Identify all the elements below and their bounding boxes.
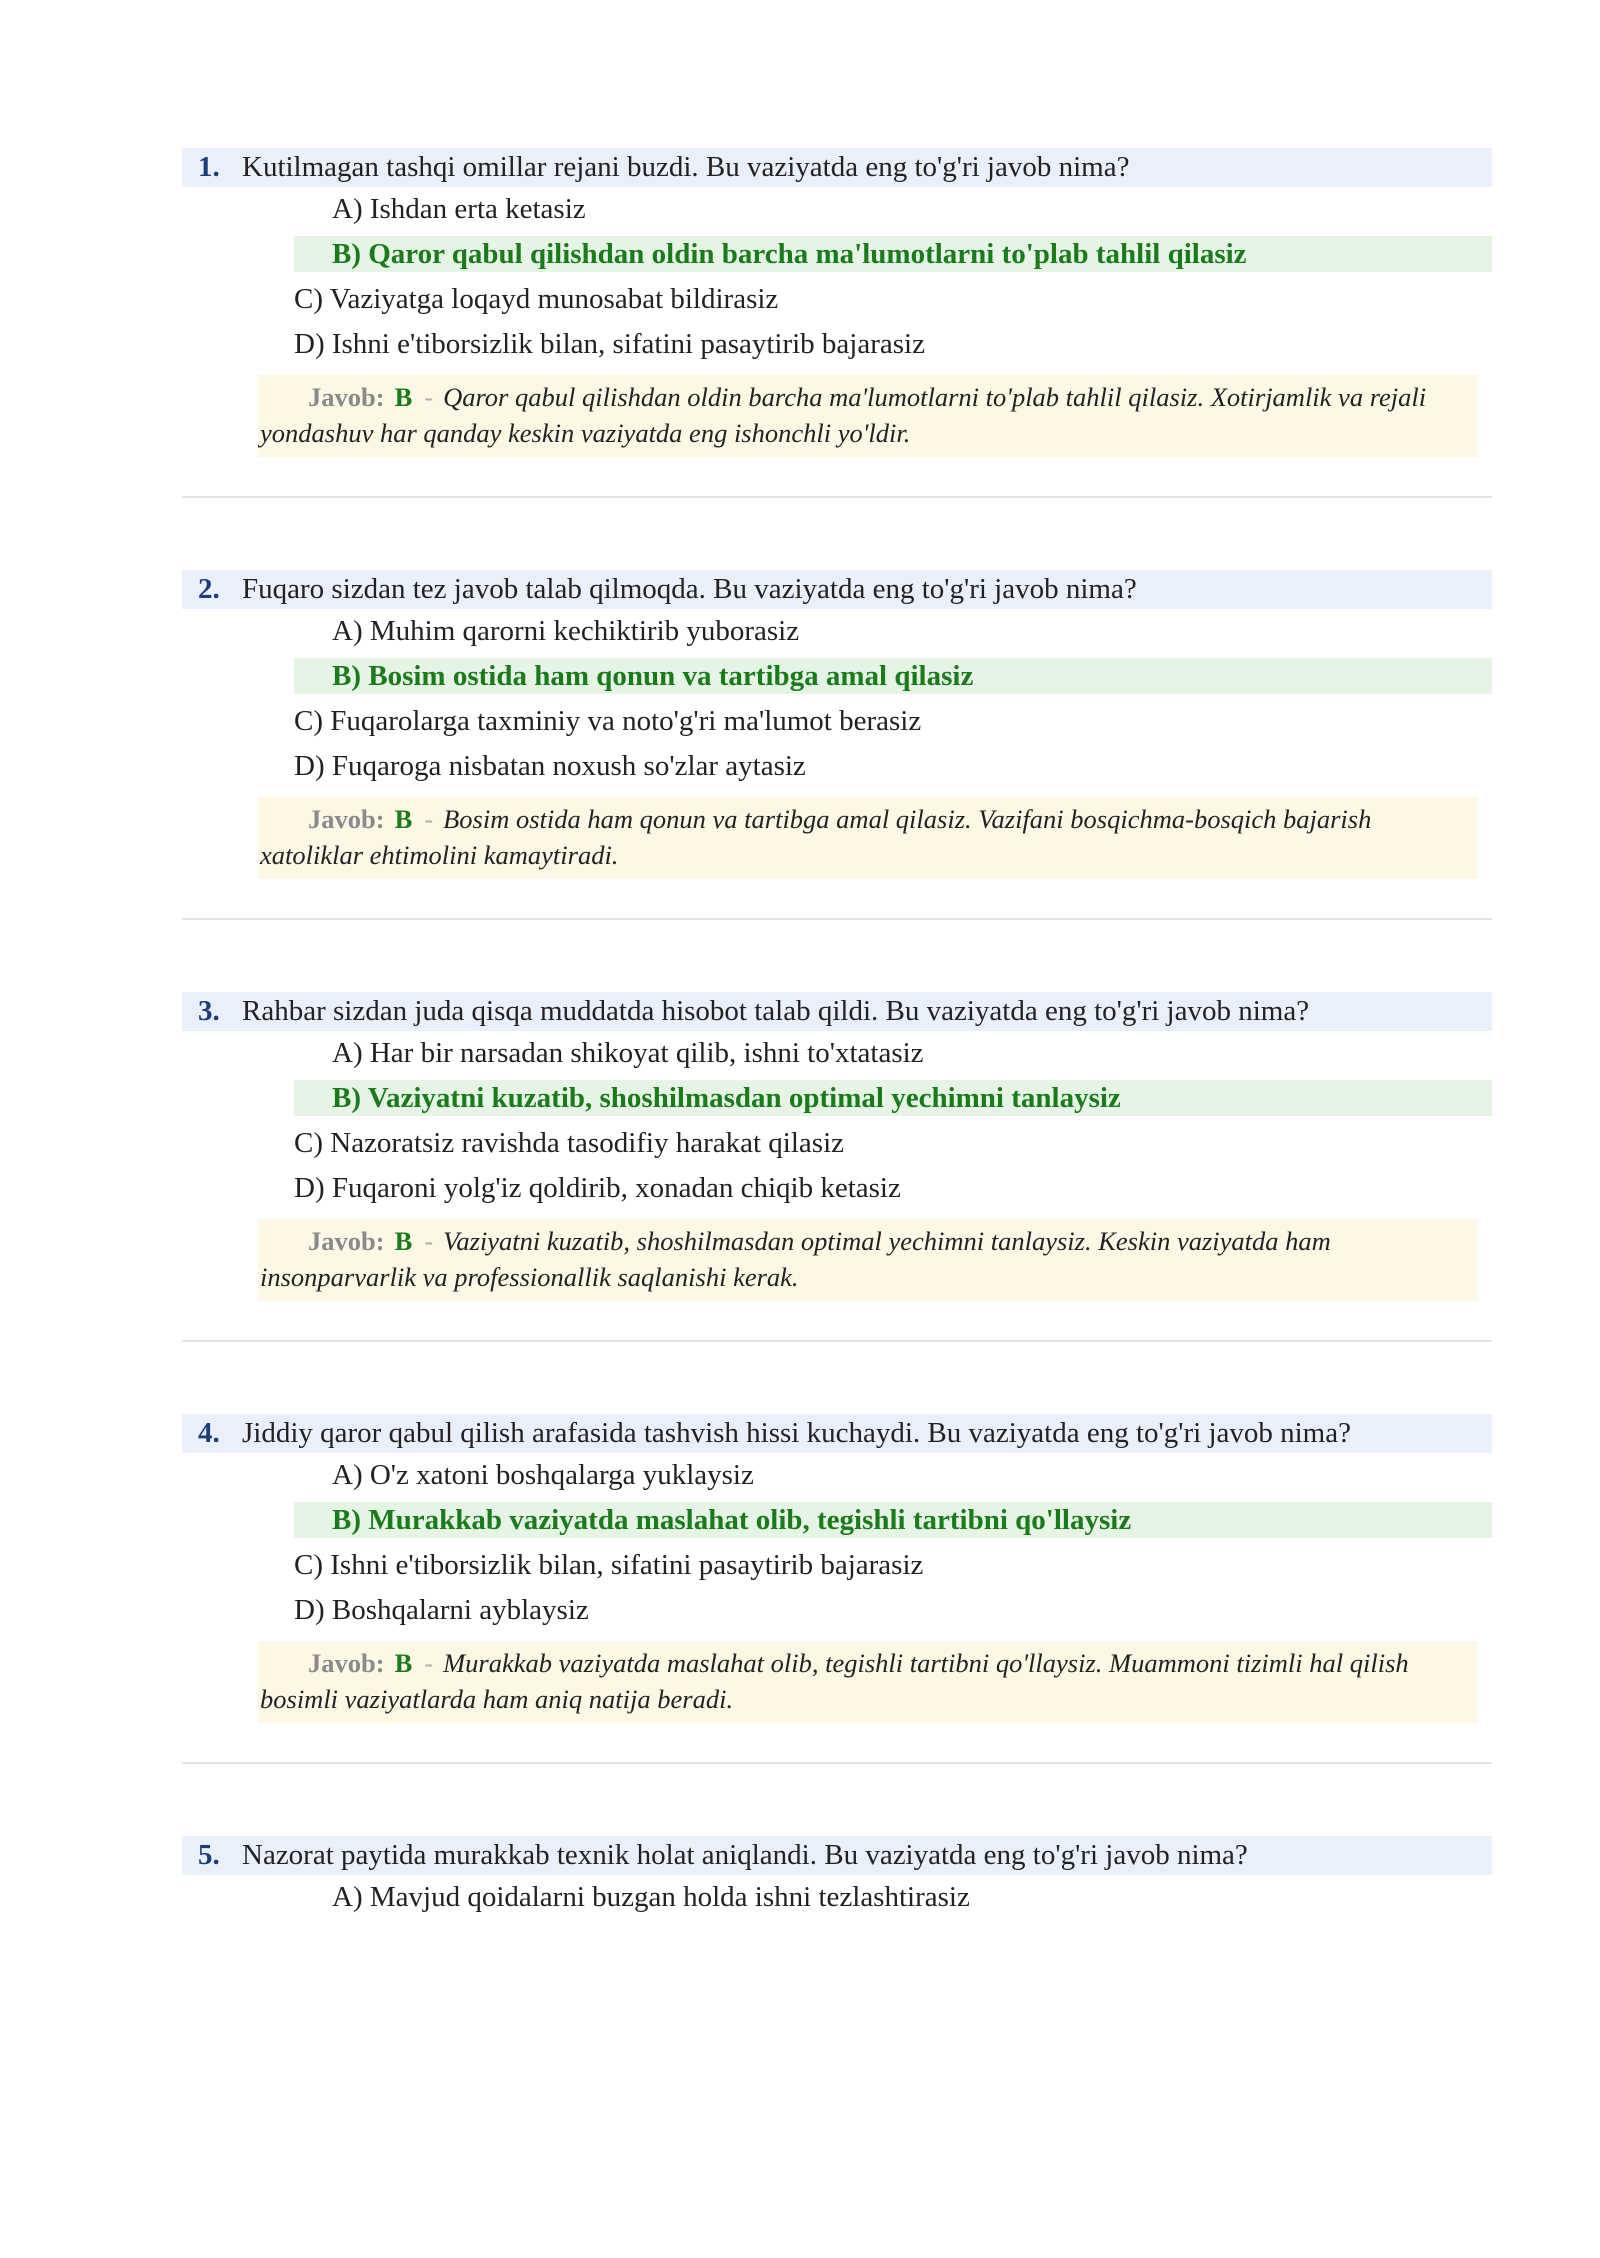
question-text: Fuqaro sizdan tez javob talab qilmoqda. Bu vaziyatda eng to'g'ri javob nima? (242, 573, 1137, 605)
option-a: A) Ishdan erta ketasiz (332, 193, 586, 225)
option-a: A) Muhim qarorni kechiktirib yuborasiz (332, 615, 800, 647)
answer-dash: - (424, 1648, 434, 1678)
answer-letter: B (394, 382, 413, 412)
question-header (182, 1836, 1492, 1875)
question-text: Kutilmagan tashqi omillar rejani buzdi. Bu vaziyatda eng to'g'ri javob nima? (242, 151, 1130, 183)
option-b-correct: B) Qaror qabul qilishdan oldin barcha ma'lumotlarni to'plab tahlil qilasiz (294, 236, 1492, 272)
question-text: Rahbar sizdan juda qisqa muddatda hisobot talab qildi. Bu vaziyatda eng to'g'ri javob nima? (242, 995, 1310, 1027)
explanation-text: Qaror qabul qilishdan oldin barcha ma'lumotlarni to'plab tahlil qilasiz. Xotirjamlik va rejali yondashuv har qanday keskin vaziyatda eng ishonchli yo'ldir. (260, 382, 1427, 448)
answer-dash: - (424, 804, 434, 834)
question-number: 3. (198, 995, 220, 1027)
option-c: C) Nazoratsiz ravishda tasodifiy harakat qilasiz (294, 1127, 844, 1159)
question-number: 4. (198, 1417, 220, 1449)
answer-label: Javob: (308, 1648, 385, 1678)
option-d: D) Fuqaroni yolg'iz qoldirib, xonadan chiqib ketasiz (294, 1172, 901, 1204)
divider (182, 1762, 1492, 1764)
question-header (182, 148, 1492, 187)
question-number: 1. (198, 151, 220, 183)
question-number: 5. (198, 1839, 220, 1871)
explanation-text: Bosim ostida ham qonun va tartibga amal qilasiz. Vazifani bosqichma-bosqich bajarish xatoliklar ehtimolini kamaytiradi. (260, 804, 1372, 870)
question-block (182, 1414, 1492, 1836)
question-text: Jiddiy qaror qabul qilish arafasida tashvish hissi kuchaydi. Bu vaziyatda eng to'g'ri javob nima? (242, 1417, 1351, 1449)
explanation-text: Vaziyatni kuzatib, shoshilmasdan optimal yechimni tanlaysiz. Keskin vaziyatda ham insonparvarlik va professionallik saqlanishi kerak. (260, 1226, 1331, 1292)
question-block (182, 1836, 1492, 2258)
answer-explanation (258, 797, 1478, 879)
option-c: C) Fuqarolarga taxminiy va noto'g'ri ma'lumot berasiz (294, 705, 922, 737)
option-d: D) Fuqaroga nisbatan noxush so'zlar aytasiz (294, 750, 806, 782)
question-text: Nazorat paytida murakkab texnik holat aniqlandi. Bu vaziyatda eng to'g'ri javob nima? (242, 1839, 1248, 1871)
question-header (182, 992, 1492, 1031)
option-a: A) Mavjud qoidalarni buzgan holda ishni tezlashtirasiz (332, 1881, 970, 1913)
quiz-page (182, 148, 1492, 2258)
answer-letter: B (394, 1648, 413, 1678)
question-block (182, 992, 1492, 1414)
divider (182, 1340, 1492, 1342)
answer-dash: - (424, 382, 434, 412)
divider (182, 496, 1492, 498)
answer-explanation (258, 375, 1478, 457)
question-block (182, 570, 1492, 992)
answer-label: Javob: (308, 804, 385, 834)
answer-letter: B (394, 804, 413, 834)
option-a: A) Har bir narsadan shikoyat qilib, ishni to'xtatasiz (332, 1037, 924, 1069)
answer-label: Javob: (308, 382, 385, 412)
question-block (182, 148, 1492, 570)
option-b-correct: B) Vaziyatni kuzatib, shoshilmasdan optimal yechimni tanlaysiz (294, 1080, 1492, 1116)
answer-letter: B (394, 1226, 413, 1256)
option-c: C) Ishni e'tiborsizlik bilan, sifatini pasaytirib bajarasiz (294, 1549, 924, 1581)
answer-explanation (258, 1641, 1478, 1723)
divider (182, 918, 1492, 920)
answer-explanation (258, 1219, 1478, 1301)
option-d: D) Ishni e'tiborsizlik bilan, sifatini pasaytirib bajarasiz (294, 328, 925, 360)
question-header (182, 570, 1492, 609)
option-b-correct: B) Murakkab vaziyatda maslahat olib, tegishli tartibni qo'llaysiz (294, 1502, 1492, 1538)
question-number: 2. (198, 573, 220, 605)
answer-label: Javob: (308, 1226, 385, 1256)
option-b-correct: B) Bosim ostida ham qonun va tartibga amal qilasiz (294, 658, 1492, 694)
question-header (182, 1414, 1492, 1453)
option-a: A) O'z xatoni boshqalarga yuklaysiz (332, 1459, 754, 1491)
explanation-text: Murakkab vaziyatda maslahat olib, tegishli tartibni qo'llaysiz. Muammoni tizimli hal qilish bosimli vaziyatlarda ham aniq natija beradi. (260, 1648, 1409, 1714)
option-c: C) Vaziyatga loqayd munosabat bildirasiz (294, 283, 779, 315)
answer-dash: - (424, 1226, 434, 1256)
option-d: D) Boshqalarni ayblaysiz (294, 1594, 589, 1626)
